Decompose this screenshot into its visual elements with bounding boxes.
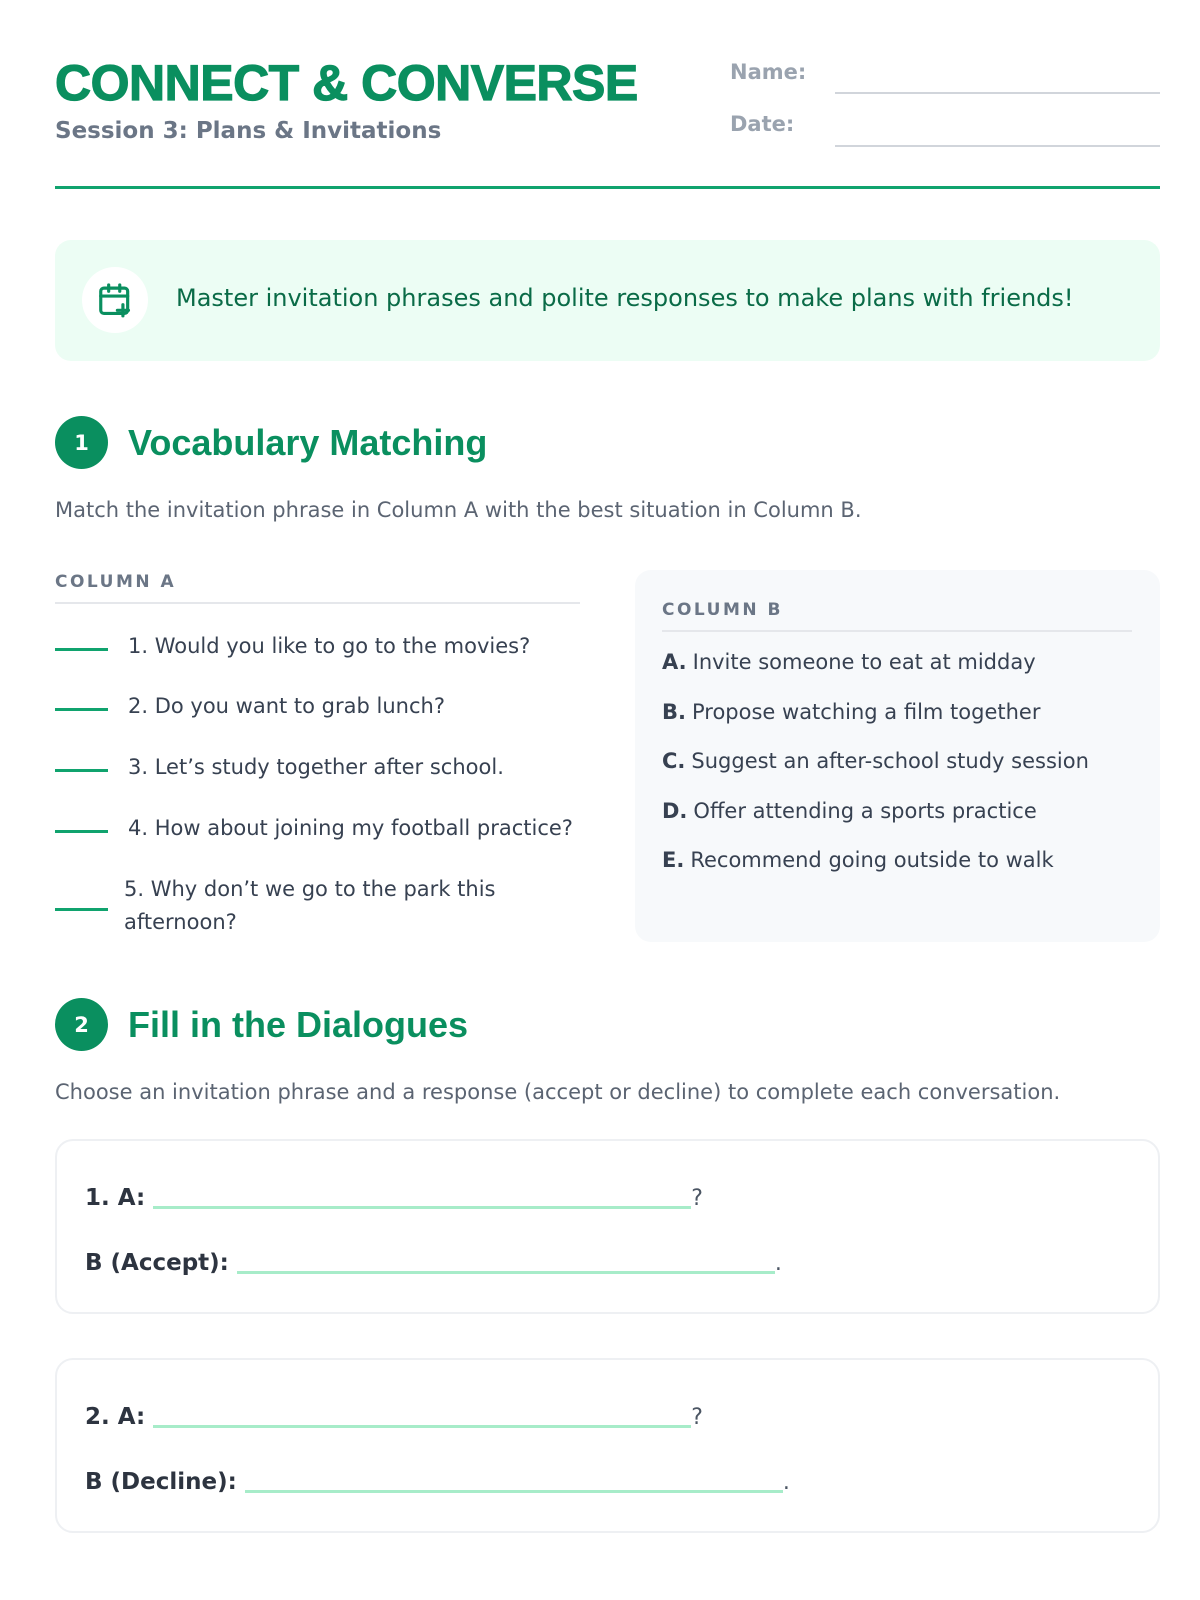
column-a-text: 4. How about joining my football practice? (128, 816, 573, 840)
session-subtitle: Session 3: Plans & Invitations (55, 118, 442, 144)
column-b-text: Recommend going outside to walk (690, 848, 1054, 872)
section-title: Fill in the Dialogues (128, 1003, 469, 1045)
dialogue-b-punct: . (774, 1251, 782, 1276)
worksheet-page (55, 0, 1160, 1495)
column-b-item (662, 799, 1037, 823)
column-b-text: Invite someone to eat at midday (692, 650, 1036, 674)
section-2-instruction: Choose an invitation phrase and a response (accept or decline) to complete each conversation. (55, 1080, 1061, 1104)
worksheet-title: CONNECT & CONVERSE (55, 55, 638, 111)
column-b-item (662, 700, 1040, 724)
dialogue-a-row (85, 1404, 703, 1430)
name-field[interactable] (835, 92, 1160, 94)
column-b-text: Propose watching a film together (691, 700, 1041, 724)
dialogue-b-punct: . (782, 1470, 790, 1495)
section-2-heading (55, 998, 468, 1051)
dialogue-a-blank[interactable] (153, 1206, 691, 1209)
dialogue-b-row (85, 1469, 790, 1495)
section-number-badge: 2 (55, 998, 108, 1051)
name-label: Name: (730, 60, 807, 84)
column-a-title: COLUMN A (55, 572, 580, 604)
intro-banner (55, 240, 1160, 361)
column-b-text: Suggest an after-school study session (691, 749, 1089, 773)
section-1-heading (55, 416, 487, 469)
date-field[interactable] (835, 145, 1160, 147)
dialogue-b-row (85, 1250, 782, 1276)
column-b-letter: D. (662, 799, 688, 823)
column-a-text: 1. Would you like to go to the movies? (128, 634, 531, 658)
dialogue-a-label: 2. A: (85, 1404, 146, 1430)
answer-blank[interactable] (55, 830, 108, 833)
column-b-panel (635, 570, 1160, 942)
column-b-letter: C. (662, 749, 686, 773)
dialogue-a-punct: ? (691, 1186, 703, 1211)
dialogue-b-label: B (Decline): (85, 1469, 237, 1495)
dialogue-a-punct: ? (691, 1405, 703, 1430)
column-b-letter: E. (662, 848, 685, 872)
calendar-plus-icon (82, 267, 148, 333)
dialogue-b-label: B (Accept): (85, 1250, 229, 1276)
column-b-item (662, 650, 1036, 674)
dialogue-b-blank[interactable] (245, 1490, 783, 1493)
intro-text: Master invitation phrases and polite responses to make plans with friends! (176, 284, 1074, 312)
column-b-item (662, 749, 1089, 773)
answer-blank[interactable] (55, 708, 108, 711)
column-a-text: 2. Do you want to grab lunch? (128, 694, 445, 718)
section-title: Vocabulary Matching (128, 421, 488, 463)
section-1-instruction: Match the invitation phrase in Column A with the best situation in Column B. (55, 498, 862, 522)
column-b-item (662, 848, 1054, 872)
answer-blank[interactable] (55, 648, 108, 651)
column-a-text: 5. Why don’t we go to the park this afternoon? (124, 877, 496, 934)
dialogue-b-blank[interactable] (237, 1271, 775, 1274)
worksheet-header (55, 0, 1160, 189)
answer-blank[interactable] (55, 908, 108, 911)
dialogue-card (55, 1358, 1160, 1533)
dialogue-a-label: 1. A: (85, 1185, 146, 1211)
column-b-letter: A. (662, 650, 687, 674)
dialogue-a-row (85, 1185, 703, 1211)
column-b-letter: B. (662, 700, 686, 724)
column-b-title: COLUMN B (662, 600, 1132, 632)
column-a-text: 3. Let’s study together after school. (128, 755, 504, 779)
answer-blank[interactable] (55, 769, 108, 772)
dialogue-card (55, 1139, 1160, 1314)
dialogue-a-blank[interactable] (153, 1425, 691, 1428)
section-number-badge: 1 (55, 416, 108, 469)
date-label: Date: (730, 112, 795, 136)
column-b-text: Offer attending a sports practice (693, 799, 1037, 823)
